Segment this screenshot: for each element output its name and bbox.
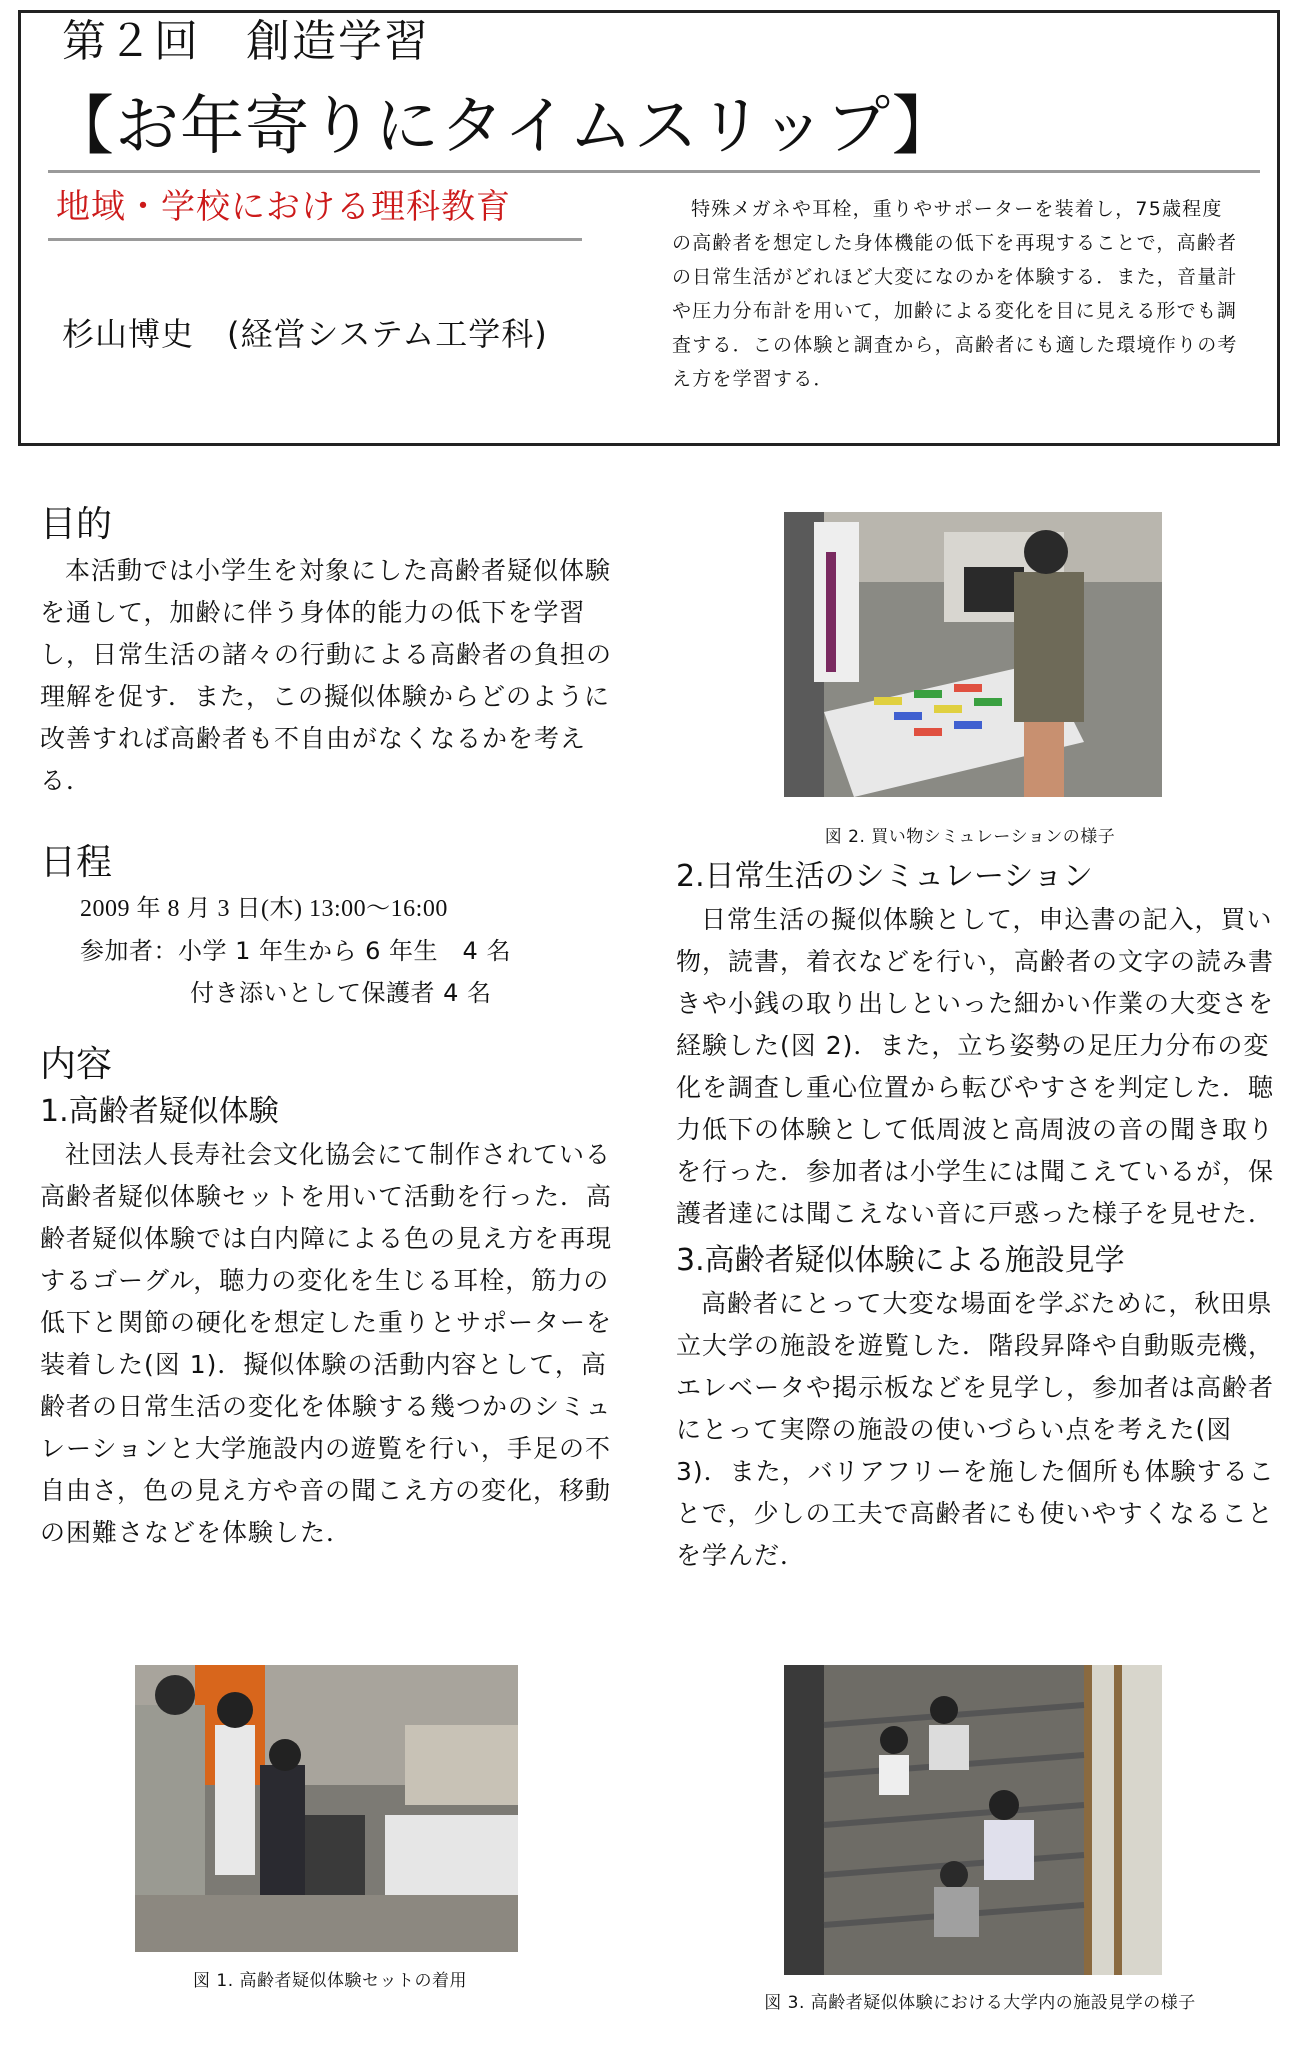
schedule-date: 2009 年 8 月 3 日(木) 13:00〜16:00 — [80, 896, 448, 922]
figure-1-caption: 図 1. 高齢者疑似体験セットの着用 — [192, 1971, 468, 1991]
section2-text: 日常生活の擬似体験として，申込書の記入，買い物，読書，着衣などを行い，高齢者の文字の読み書きや小銭の取り出しといった細かい作業の大変さを経験した(図 2)．また，立ち姿勢の足圧力分布の変化を調査し重心位置から転びやすさを判定した．聴力低下の体験として低周波と高周波の音の聞き取りを行った．参加者は小学生には聞こえているが，保護者達には聞こえない音に戸惑った様子を見せた． — [676, 905, 1275, 1228]
section3-text: 高齢者にとって大変な場面を学ぶために，秋田県立大学の施設を遊覧した．階段昇降や自動販売機，エレベータや掲示板などを見学し，参加者は高齢者にとって実際の施設の使いづらい点を考えた(図 3)．また，バリアフリーを施した個所も体験することで，少しの工夫で高齢者にも使いやすくなることを学んだ． — [676, 1289, 1275, 1570]
figure-3-caption: 図 3. 高齢者疑似体験における大学内の施設見学の様子 — [764, 1993, 1196, 2013]
schedule-participants: 参加者：小学 1 年生から 6 年生 4 名 — [80, 937, 511, 965]
purpose-heading: 目的 — [40, 504, 113, 545]
simulation-set-photo — [135, 1665, 518, 1952]
section1-text: 社団法人長寿社会文化協会にて制作されている高齢者疑似体験セットを用いて活動を行った．高齢者疑似体験では白内障による色の見え方を再現するゴーグル，聴力の変化を生じる耳栓，筋力の低下と関節の硬化を想定した重りとサポーターを装着した(図 1)．擬似体験の活動内容として，高齢者の日常生活の変化を体験する幾つかのシミュレーションと大学施設内の遊覧を行い，手足の不自由さ，色の見え方や音の聞こえ方の変化，移動の困難さなどを体験した． — [40, 1140, 613, 1547]
section2-title: 2.日常生活のシミュレーション — [676, 859, 1093, 894]
section1-title: 1.高齢者疑似体験 — [40, 1094, 279, 1129]
page-title: 【お年寄りにタイムスリップ】 — [50, 90, 957, 164]
author: 杉山博史 (経営システム工学科) — [62, 315, 548, 353]
right-column — [676, 855, 1276, 1577]
summary-text: 特殊メガネや耳栓，重りやサポーターを装着し，75歳程度の高齢者を想定した身体機能の低下を再現することで，高齢者の日常生活がどれほど大変になのかを体験する．また，音量計や圧力分布計を用いて，加齢による変化を目に見える形でも調査する．この体験と調査から，高齢者にも適した環境作りの考え方を学習する． — [672, 198, 1238, 390]
subtitle: 地域・学校における理科教育 — [56, 187, 511, 227]
shopping-simulation-photo — [784, 512, 1162, 797]
facility-tour-photo — [784, 1665, 1162, 1975]
series-title: 第２回 創造学習 — [62, 16, 430, 67]
content-heading: 内容 — [40, 1044, 113, 1085]
schedule-heading: 日程 — [40, 842, 113, 883]
subtitle-divider — [48, 238, 582, 241]
purpose-text: 本活動では小学生を対象にした高齢者疑似体験を通して，加齢に伴う身体的能力の低下を学習し，日常生活の諸々の行動による高齢者の負担の理解を促す．また，この擬似体験からどのように改善すれば高齢者も不自由がなくなるかを考える． — [40, 556, 613, 795]
left-column — [40, 500, 620, 1554]
schedule-guardians: 付き添いとして保護者 4 名 — [190, 979, 492, 1007]
figure-2-caption: 図 2. 買い物シミュレーションの様子 — [824, 827, 1116, 847]
title-divider — [48, 170, 1260, 173]
section3-title: 3.高齢者疑似体験による施設見学 — [676, 1243, 1125, 1278]
